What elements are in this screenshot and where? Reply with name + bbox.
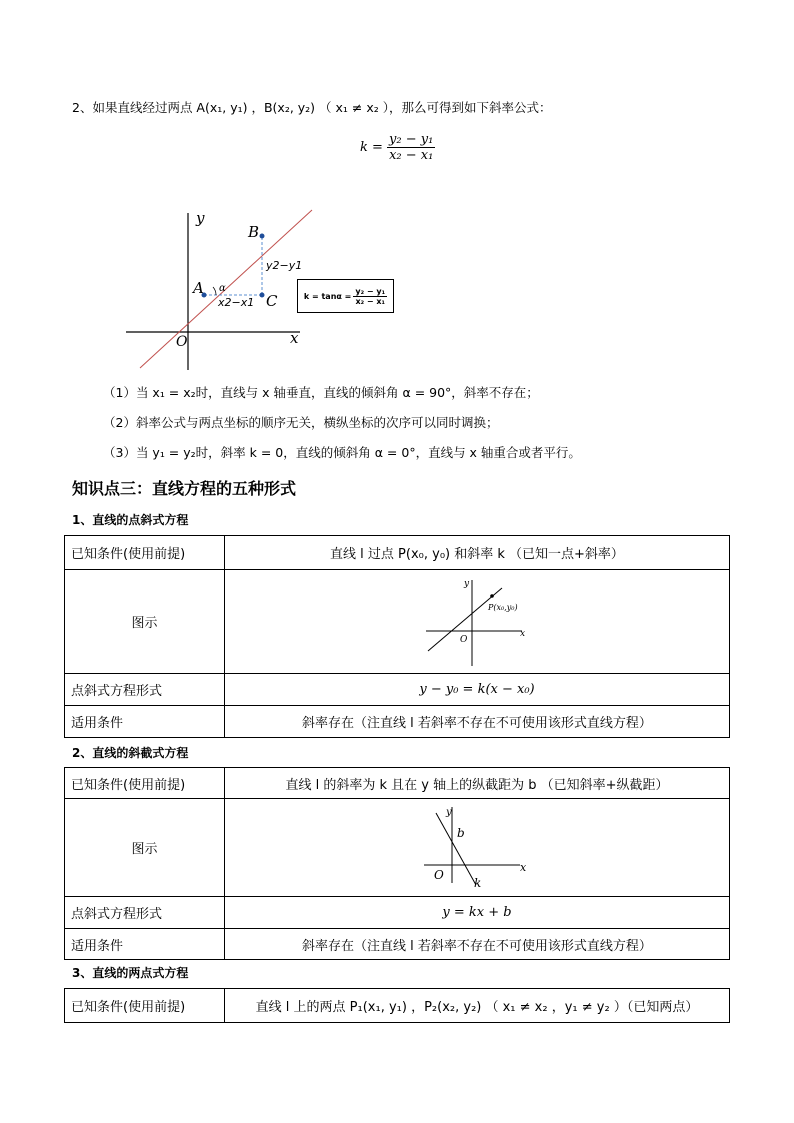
ps-figure-label: 图示	[65, 570, 225, 674]
formula-lhs: k =	[360, 140, 383, 155]
alpha-label: α	[219, 283, 226, 294]
si-form-value: y = kx + b	[225, 897, 730, 929]
run-label: x2−x1	[218, 296, 255, 309]
si-usage-label: 适用条件	[65, 929, 225, 960]
slope-intercept-heading: 2、直线的斜截式方程	[72, 746, 189, 760]
si-usage-value: 斜率存在（注直线 l 若斜率不存在不可使用该形式直线方程）	[225, 929, 730, 960]
line-through-a-b	[140, 210, 312, 368]
ps-figure-cell	[225, 570, 730, 674]
slope-formula	[360, 132, 435, 163]
si-form-label: 点斜式方程形式	[65, 897, 225, 929]
si-figure-cell	[225, 799, 730, 897]
formula-denominator: x₂ − x₁	[389, 148, 434, 163]
ps-point-dot	[490, 594, 494, 598]
point-b-dot	[260, 234, 265, 239]
tp-condition-value: 直线 l 上的两点 P₁(x₁, y₁) ，P₂(x₂, y₂) （ x₁ ≠ x₂ ，y₁ ≠ y₂ ）（已知两点）	[225, 989, 730, 1023]
slope-formula-intro: 2、如果直线经过两点 A(x₁, y₁) ，B(x₂, y₂) （ x₁ ≠ x₂ ），那么可得到如下斜率公式：	[72, 100, 552, 115]
si-origin-label: O	[434, 867, 444, 882]
si-condition-label: 已知条件(使用前提)	[65, 768, 225, 799]
ps-y-label: y	[464, 578, 470, 589]
point-b-label: B	[248, 223, 260, 241]
ps-condition-label: 已知条件(使用前提)	[65, 536, 225, 570]
tp-condition-label: 已知条件(使用前提)	[65, 989, 225, 1023]
slope-intercept-table	[64, 767, 730, 960]
note-1: （1）当 x₁ = x₂时，直线与 x 轴垂直，直线的倾斜角 α = 90°，斜率不存在；	[103, 385, 539, 400]
origin-label: O	[176, 334, 188, 350]
ps-usage-label: 适用条件	[65, 706, 225, 738]
x-axis-label: x	[290, 329, 299, 347]
box-lhs: k = tanα =	[303, 291, 352, 301]
box-denominator: x₂ − x₁	[355, 296, 386, 306]
si-b-label: b	[457, 825, 465, 840]
point-c-dot	[260, 293, 265, 298]
note-2: （2）斜率公式与两点坐标的顺序无关，横纵坐标的次序可以同时调换；	[103, 415, 499, 430]
point-slope-table	[64, 535, 730, 738]
tangent-formula-box	[297, 279, 394, 313]
si-figure-label: 图示	[65, 799, 225, 897]
two-point-table	[64, 988, 730, 1023]
point-slope-figure	[422, 574, 532, 670]
point-slope-heading: 1、直线的点斜式方程	[72, 513, 189, 527]
si-x-label: x	[520, 860, 527, 874]
si-k-label: k	[474, 875, 482, 890]
ps-form-value: y − y₀ = k(x − x₀)	[225, 674, 730, 706]
ps-condition-value: 直线 l 过点 P(x₀, y₀) 和斜率 k （已知一点+斜率）	[225, 536, 730, 570]
si-condition-value: 直线 l 的斜率为 k 且在 y 轴上的纵截距为 b （已知斜率+纵截距）	[225, 768, 730, 799]
point-a-label: A	[193, 279, 204, 297]
slope-intercept-figure	[422, 803, 532, 893]
ps-usage-value: 斜率存在（注直线 l 若斜率不存在不可使用该形式直线方程）	[225, 706, 730, 738]
y-axis-label: y	[196, 209, 205, 227]
formula-numerator: y₂ − y₁	[389, 132, 434, 147]
si-y-label: y	[446, 806, 452, 818]
note-3: （3）当 y₁ = y₂时，斜率 k = 0，直线的倾斜角 α = 0°，直线与 x 轴重合或者平行。	[103, 445, 581, 460]
knowledge-heading: 知识点三：直线方程的五种形式	[72, 479, 297, 498]
two-point-heading: 3、直线的两点式方程	[72, 966, 189, 980]
ps-point-label: P(x₀,y₀)	[488, 602, 518, 612]
ps-form-label: 点斜式方程形式	[65, 674, 225, 706]
rise-label: y2−y1	[266, 259, 303, 272]
point-c-label: C	[266, 292, 278, 310]
box-numerator: y₂ − y₁	[355, 286, 386, 296]
angle-arc	[213, 287, 216, 295]
ps-x-label: x	[520, 628, 526, 639]
ps-origin-label: O	[460, 634, 468, 645]
